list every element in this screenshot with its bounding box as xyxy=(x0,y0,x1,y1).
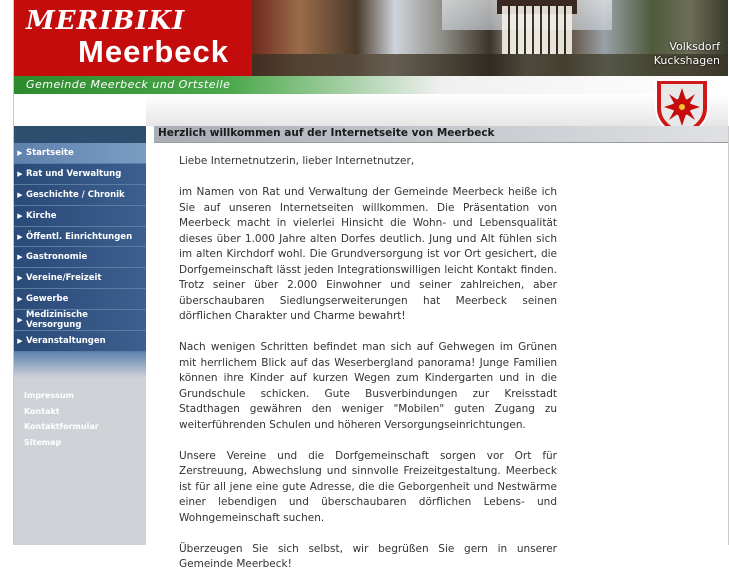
chevron-right-icon: ▶ xyxy=(17,169,23,178)
logo-wordmark[interactable]: MERIBIKI xyxy=(26,6,186,36)
nav-item-geschichte[interactable] xyxy=(14,185,146,206)
paragraph-community: Unsere Vereine und die Dorfgemeinschaft sorgen vor Ort für Zerstreuung, Abwechslung und sinnvolle Freizeitgestaltung. Meerbeck ist für all jene eine gute Adresse, die die Geborgenheit und Nestwärme einer lebendigen und überschaubaren dörflichen Lebens- und Wohngemeinschaft suchen. xyxy=(179,449,557,524)
main-content xyxy=(179,154,557,588)
nav-label: Medizinische Versorgung xyxy=(25,310,88,331)
paragraph-invitation: Überzeugen Sie sich selbst, wir begrüßen Sie gern in unserer Gemeinde Meerbeck! xyxy=(179,542,557,570)
chevron-right-icon: ▶ xyxy=(17,274,23,283)
chevron-right-icon: ▶ xyxy=(17,232,23,241)
header-band-left xyxy=(14,94,146,126)
sidebar-header xyxy=(14,126,146,143)
nav-label: Veranstaltungen xyxy=(26,335,106,346)
sidebar xyxy=(14,126,146,545)
chevron-right-icon: ▶ xyxy=(17,211,23,220)
nav-item-gewerbe[interactable] xyxy=(14,289,146,310)
nav-item-rat-und-verwaltung[interactable] xyxy=(14,164,146,185)
page-title: Herzlich willkommen auf der Internetseite von Meerbeck xyxy=(158,127,495,139)
nav-label: Startseite xyxy=(26,147,74,158)
nav-spacer xyxy=(14,352,146,378)
paragraph-intro: im Namen von Rat und Verwaltung der Gemeinde Meerbeck heiße ich Sie auf unseren Internetseiten willkommen. Die Präsentation von Meerbeck macht in vielerlei Hinsicht die Wohn- und Lebensqualität dieses über 1.000 Jahre alten Dorfes deutlich. Jung und Alt fühlen sich im alten Kirchdorf wohl. Die Grundversorgung ist vor Ort gesichert, die Dorfgemeinschaft lässt jeden Integrationswilligen leicht Kontakt finden. Trotz seiner über 2.000 Einwohner und seiner zahlreichen, aber überschaubaren Siedlungserweiterungen hat Meerbeck seinen dörflichen Charakter und Charme bewahrt! xyxy=(179,186,557,322)
chevron-right-icon: ▶ xyxy=(17,336,23,345)
chevron-right-icon: ▶ xyxy=(17,253,23,262)
village-names xyxy=(654,40,720,68)
paragraph-location: Nach wenigen Schritten befindet man sich auf Gehwegen im Grünen mit herrlichem Blick auf das Weserbergland panorama! Junge Familien können ihre Kinder auf kurzen Wegen zum Kindergarten und in die Grundschule schicken. Gute Busverbindungen zur Kreisstadt Stadthagen gewähren den weniger "Mobilen" guten Zugang zu weiterführenden Schulen und höheren Versorgungseinrichtungen. xyxy=(179,341,557,431)
nav-label: Öffentl. Einrichtungen xyxy=(26,231,133,242)
link-sitemap[interactable]: Sitemap xyxy=(24,437,62,447)
link-kontaktformular[interactable]: Kontaktformular xyxy=(24,422,99,431)
chevron-right-icon: ▶ xyxy=(17,190,23,199)
nav-item-vereine[interactable] xyxy=(14,268,146,289)
village-volksdorf: Volksdorf xyxy=(669,40,720,53)
chevron-right-icon: ▶ xyxy=(17,148,23,157)
nav-label: Kirche xyxy=(26,210,57,221)
nav-label: Geschichte / Chronik xyxy=(26,189,125,200)
main-navigation xyxy=(14,143,146,378)
village-kuckshagen: Kuckshagen xyxy=(653,54,720,67)
nav-label: Gewerbe xyxy=(26,294,69,305)
link-impressum[interactable]: Impressum xyxy=(24,391,74,400)
subheader-text: Gemeinde Meerbeck und Ortsteile xyxy=(26,78,231,91)
site-title[interactable]: Meerbeck xyxy=(78,34,230,69)
chevron-right-icon: ▶ xyxy=(17,316,23,325)
nav-item-startseite[interactable] xyxy=(14,143,146,164)
nav-item-gastronomie[interactable] xyxy=(14,247,146,268)
nav-label: Gastronomie xyxy=(26,252,88,263)
chevron-right-icon: ▶ xyxy=(17,295,23,304)
subheader-bar xyxy=(14,76,728,94)
nav-item-medizinische-versorgung[interactable] xyxy=(14,310,146,331)
page xyxy=(13,0,727,570)
nav-label: Vereine/Freizeit xyxy=(26,273,102,284)
nav-item-veranstaltungen[interactable] xyxy=(14,331,146,352)
greeting: Liebe Internetnutzerin, lieber Internetnutzer, xyxy=(179,155,415,167)
nav-item-einrichtungen[interactable] xyxy=(14,227,146,248)
footer-links xyxy=(24,388,99,450)
header xyxy=(14,0,728,76)
nav-item-kirche[interactable] xyxy=(14,206,146,227)
link-kontakt[interactable]: Kontakt xyxy=(24,406,60,416)
title-bar xyxy=(154,126,728,143)
nav-label: Rat und Verwaltung xyxy=(26,168,122,179)
photo-half-timbered-house xyxy=(502,6,572,54)
